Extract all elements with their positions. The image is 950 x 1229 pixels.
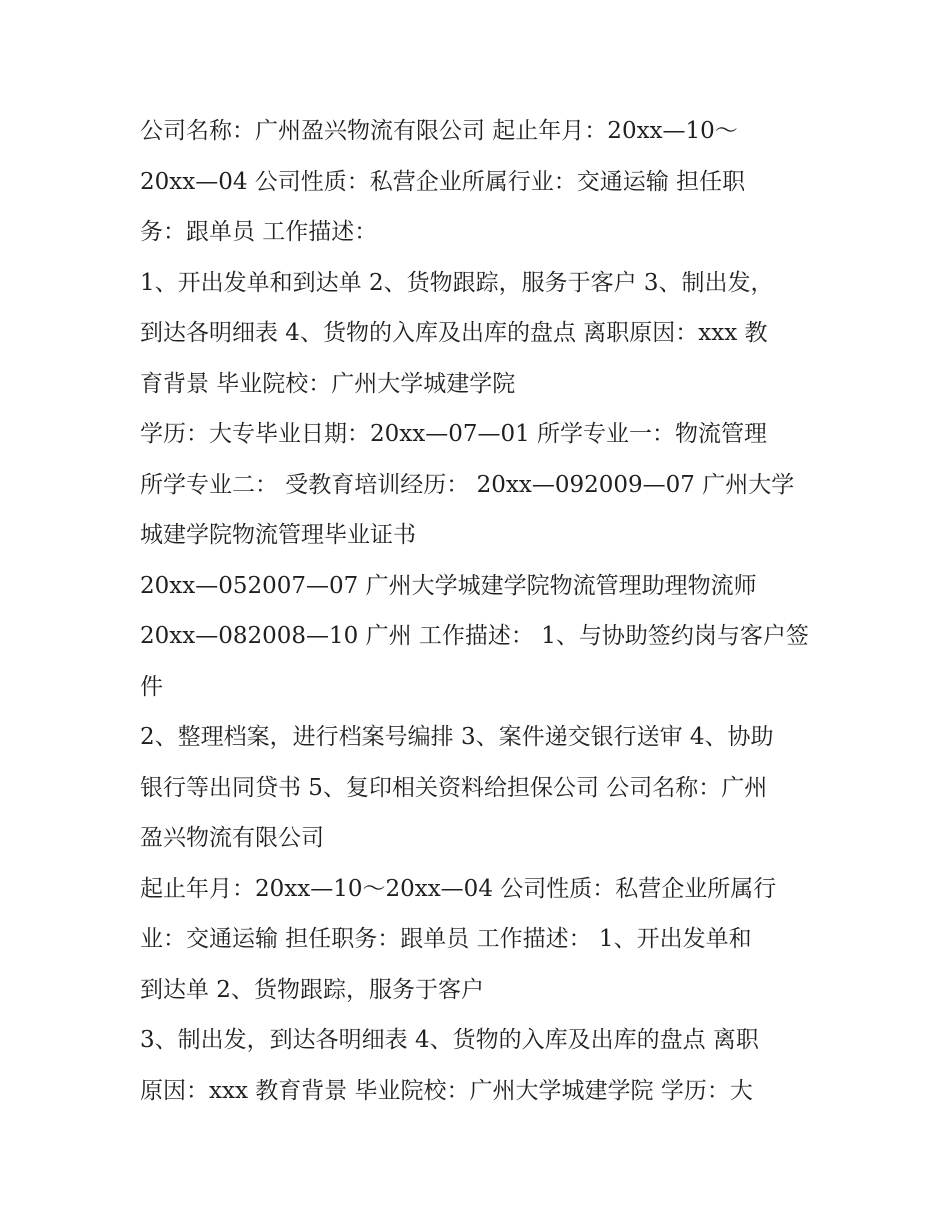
- text-line: 盈兴物流有限公司: [140, 825, 324, 851]
- text-line: 所学专业二： 受教育培训经历： 20xx—092009—07 广州大学: [140, 471, 795, 498]
- text-line: 城建学院物流管理毕业证书: [140, 522, 416, 548]
- text-line: 20xx—052007—07 广州大学城建学院物流管理助理物流师: [140, 572, 757, 599]
- text-line: 20xx—082008—10 广州 工作描述： 1、与协助签约岗与客户签: [140, 623, 809, 649]
- text-line: 育背景 毕业院校：广州大学城建学院: [140, 370, 516, 397]
- text-line: 公司名称：广州盈兴物流有限公司 起止年月：20xx—10～: [140, 118, 738, 144]
- text-line: 1、开出发单和到达单 2、货物跟踪，服务于客户 3、制出发，: [140, 269, 774, 296]
- text-line: 原因：xxx 教育背景 毕业院校：广州大学城建学院 学历：大: [140, 1077, 753, 1104]
- text-line: 银行等出同贷书 5、复印相关资料给担保公司 公司名称：广州: [140, 774, 768, 801]
- text-line: 务：跟单员 工作描述：: [140, 219, 378, 245]
- text-line: 业：交通运输 担任职务：跟单员 工作描述： 1、开出发单和: [140, 926, 752, 952]
- text-line: 起止年月：20xx—10～20xx—04 公司性质：私营企业所属行: [140, 875, 777, 902]
- text-line: 件: [140, 673, 163, 700]
- text-line: 2、整理档案，进行档案号编排 3、案件递交银行送审 4、协助: [140, 724, 774, 750]
- text-line: 3、制出发，到达各明细表 4、货物的入库及出库的盘点 离职: [140, 1027, 759, 1053]
- document-body: [140, 106, 820, 1116]
- text-line: 学历：大专毕业日期：20xx—07—01 所学专业一：物流管理: [140, 421, 768, 447]
- text-line: 到达单 2、货物跟踪，服务于客户: [140, 976, 484, 1003]
- text-line: 20xx—04 公司性质：私营企业所属行业：交通运输 担任职: [140, 168, 746, 195]
- text-line: 到达各明细表 4、货物的入库及出库的盘点 离职原因：xxx 教: [140, 320, 768, 346]
